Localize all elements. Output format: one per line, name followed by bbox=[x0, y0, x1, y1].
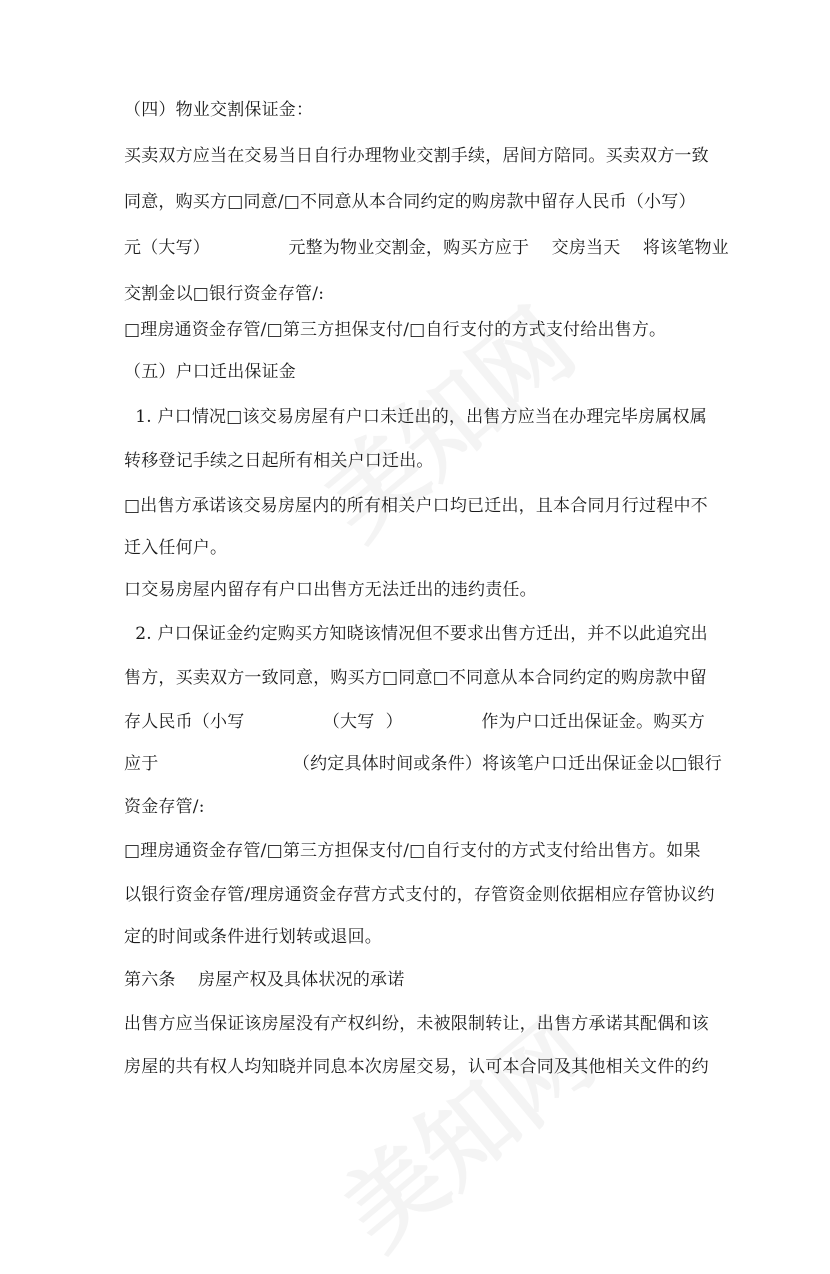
paragraph-line: 交割金以□银行资金存管/: bbox=[124, 284, 325, 304]
paragraph-line: 口交易房屋内留存有户口出售方无法迁出的违约责任。 bbox=[124, 580, 537, 600]
paragraph-line: 1. 户口情况□该交易房屋有户口未迁出的，出售方应当在办理完毕房属权属 bbox=[124, 407, 707, 427]
section-heading-household-deposit: （五）户口迁出保证金 bbox=[124, 362, 296, 382]
paragraph-line: □理房通资金存管/□第三方担保支付/□自行支付的方式支付给出售方。 bbox=[124, 320, 667, 340]
paragraph-line: 定的时间或条件进行划转或退回。 bbox=[124, 927, 382, 947]
paragraph-line: 买卖双方应当在交易当日自行办理物业交割手续，居间方陪同。买卖双方一致 bbox=[124, 146, 709, 166]
paragraph-line: 房屋的共有权人均知晓并同息本次房屋交易，认可本合同及其他相关文件的约 bbox=[124, 1057, 709, 1077]
paragraph-line: 以银行资金存管/理房通资金存营方式支付的，存管资金则依据相应存管协议约 bbox=[124, 885, 715, 905]
paragraph-line: 出售方应当保证该房屋没有产权纠纷，未被限制转让，出售方承诺其配偶和该 bbox=[124, 1014, 709, 1034]
paragraph-line: □出售方承诺该交易房屋内的所有相关户口均已迁出，且本合同月行过程中不 bbox=[124, 496, 708, 516]
paragraph-line: 转移登记手续之日起所有相关户口迁出。 bbox=[124, 451, 434, 471]
paragraph-line: 迁入任何户。 bbox=[124, 538, 228, 558]
paragraph-line: 资金存管/: bbox=[124, 797, 205, 817]
article-heading-article-six: 第六条 房屋产权及具体状况的承诺 bbox=[124, 970, 405, 990]
paragraph-line: □理房通资金存管/□第三方担保支付/□自行支付的方式支付给出售方。如果 bbox=[124, 841, 701, 861]
paragraph-line: 2. 户口保证金约定购买方知晓该情况但不要求出售方迁出，并不以此追究出 bbox=[124, 624, 708, 644]
paragraph-line: 存人民币（小写 （大写 ） 作为户口迁出保证金。购买方 bbox=[124, 712, 705, 732]
section-heading-property-handover: （四）物业交割保证金： bbox=[124, 100, 314, 120]
paragraph-line: 售方，买卖双方一致同意，购买方□同意□不同意从本合同约定的购房款中留 bbox=[124, 668, 707, 688]
paragraph-line: 同意，购买方□同意/□不同意从本合同约定的购房款中留存人民币（小写） bbox=[124, 192, 696, 212]
paragraph-line: 元（大写） 元整为物业交割金，购买方应于 交房当天 将该笔物业 bbox=[124, 238, 729, 258]
paragraph-line: 应于 （约定具体时间或条件）将该笔户口迁出保证金以□银行 bbox=[124, 754, 722, 774]
